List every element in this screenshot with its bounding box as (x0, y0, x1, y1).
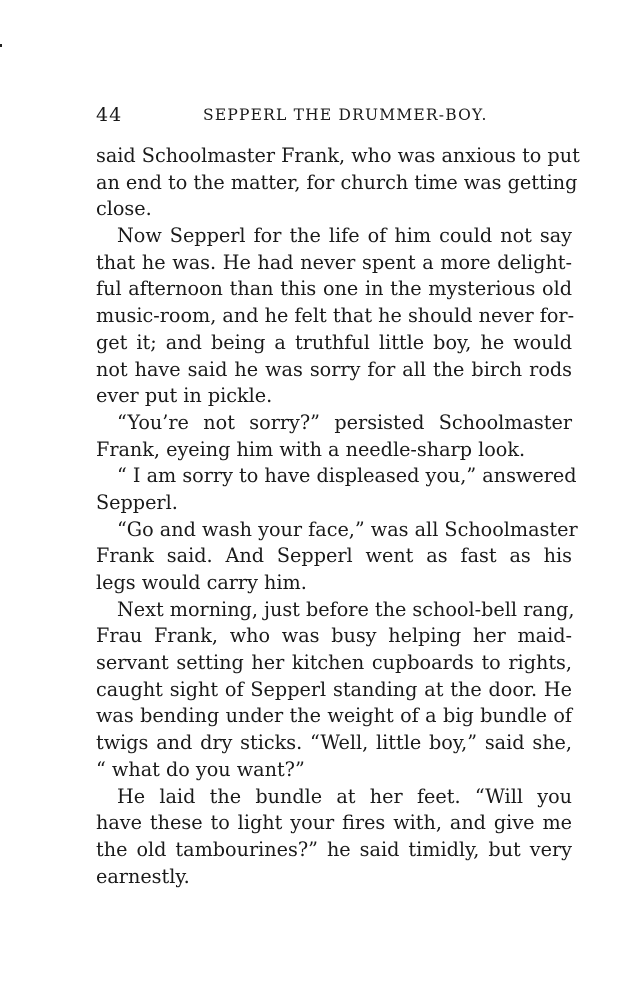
text-line: Frank said. And Sepperl went as fast as his (96, 544, 572, 568)
running-title: SEPPERL THE DRUMMER-BOY. (203, 106, 488, 124)
text-line: said Schoolmaster Frank, who was anxious to put (96, 144, 580, 167)
text-line: ever put in pickle. (96, 384, 273, 408)
text-line: legs would carry him. (96, 571, 307, 594)
text-line: an end to the matter, for church time was getting (96, 170, 578, 194)
text-line: “ what do you want?” (96, 757, 305, 781)
body-text (96, 143, 580, 890)
text-line: music-room, and he felt that he should never for- (96, 304, 575, 328)
page-number: 44 (96, 104, 123, 126)
text-line: not have said he was sorry for all the birch rods (96, 357, 572, 381)
text-line: “You’re not sorry?” persisted Schoolmaster (117, 410, 572, 434)
text-line: ful afternoon than this one in the mysterious old (96, 277, 572, 301)
text-line: Frau Frank, who was busy helping her maid- (96, 624, 572, 648)
text-line: He laid the bundle at her feet. “Will you (117, 784, 572, 808)
text-line: the old tambourines?” he said timidly, but very (96, 837, 572, 861)
text-line: Frank, eyeing him with a needle-sharp look. (96, 437, 526, 461)
text-line: servant setting her kitchen cupboards to rights, (96, 651, 572, 675)
text-line: get it; and being a truthful little boy, he would (96, 330, 572, 354)
text-line: was bending under the weight of a big bundle of (96, 704, 572, 728)
text-line: have these to light your fires with, and give me (96, 811, 572, 835)
text-line: Sepperl. (96, 490, 178, 514)
text-line: “Go and wash your face,” was all Schoolmaster (117, 517, 578, 541)
text-line: caught sight of Sepperl standing at the door. He (96, 677, 572, 701)
text-line: earnestly. (96, 864, 190, 888)
page-header (96, 104, 572, 130)
text-line: twigs and dry sticks. “Well, little boy,” said she, (96, 731, 572, 755)
text-line: Next morning, just before the school-bell rang, (117, 597, 575, 621)
text-line: Now Sepperl for the life of him could not say (117, 224, 572, 248)
margin-mark (0, 44, 2, 47)
text-line: that he was. He had never spent a more delight- (96, 250, 572, 274)
text-line: “ I am sorry to have displeased you,” answered (117, 464, 577, 488)
text-line: close. (96, 197, 152, 221)
